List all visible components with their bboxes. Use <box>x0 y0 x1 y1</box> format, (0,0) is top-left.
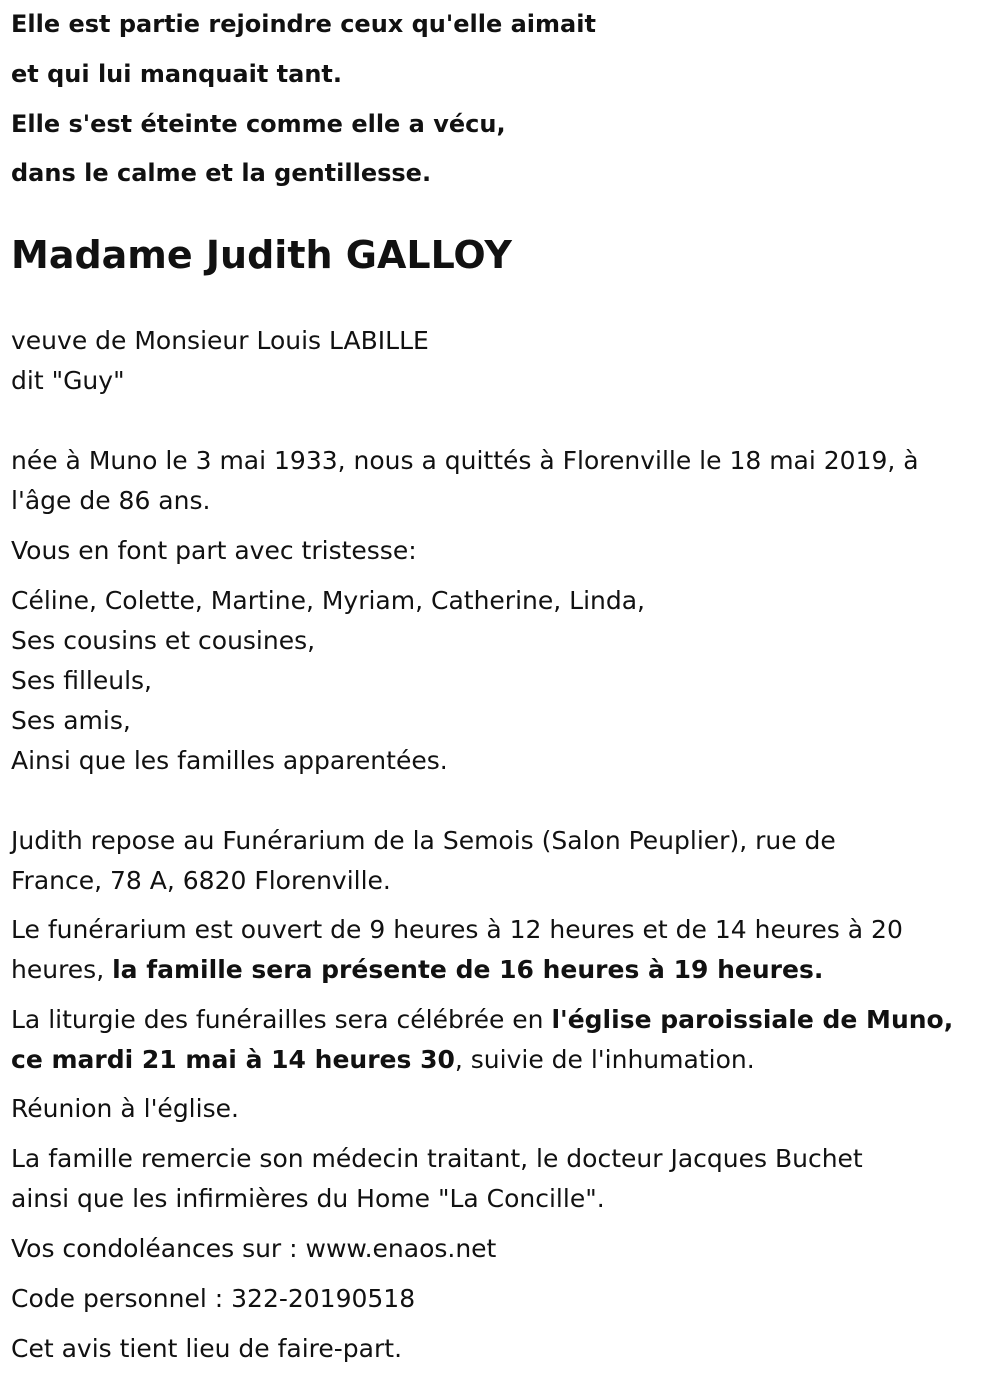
family-presence-hours: la famille sera présente de 16 heures à 19 heures. <box>112 955 824 984</box>
birth-death-line-1: née à Muno le 3 mai 1933, nous a quittés à Florenville le 18 mai 2019, à <box>11 446 919 475</box>
family-line-2: Ses cousins et cousines, <box>11 626 316 655</box>
repose-line-1: Judith repose au Funérarium de la Semois (Salon Peuplier), rue de <box>11 826 836 855</box>
liturgy-line-1 <box>11 1005 953 1035</box>
spouse-line-2: dit "Guy" <box>11 366 125 395</box>
announce-intro: Vous en font part avec tristesse: <box>11 536 417 565</box>
family-line-3: Ses filleuls, <box>11 666 153 695</box>
poem-line-1: Elle est partie rejoindre ceux qu'elle aimait <box>11 10 596 38</box>
liturgy-datetime: ce mardi 21 mai à 14 heures 30 <box>11 1045 455 1074</box>
hours-line-1: Le funérarium est ouvert de 9 heures à 12 heures et de 14 heures à 20 <box>11 915 903 944</box>
liturgy-line-1-prefix: La liturgie des funérailles sera célébrée en <box>11 1005 552 1034</box>
liturgy-line-2-suffix: , suivie de l'inhumation. <box>454 1045 755 1074</box>
closing-text: Cet avis tient lieu de faire-part. <box>11 1334 403 1363</box>
birth-death-line-2: l'âge de 86 ans. <box>11 486 211 515</box>
reunion-text: Réunion à l'église. <box>11 1094 239 1123</box>
condolences-text: Vos condoléances sur : www.enaos.net <box>11 1234 497 1263</box>
thanks-line-1: La famille remercie son médecin traitant, le docteur Jacques Buchet <box>11 1144 863 1173</box>
hours-line-2-prefix: heures, <box>11 955 113 984</box>
hours-line-2 <box>11 955 823 985</box>
poem-line-3: Elle s'est éteinte comme elle a vécu, <box>11 110 506 138</box>
deceased-name: Madame Judith GALLOY <box>11 233 512 277</box>
poem-line-2: et qui lui manquait tant. <box>11 60 342 88</box>
personal-code: Code personnel : 322-20190518 <box>11 1284 416 1313</box>
liturgy-location: l'église paroissiale de Muno, <box>551 1005 954 1034</box>
repose-line-2: France, 78 A, 6820 Florenville. <box>11 866 391 895</box>
thanks-line-2: ainsi que les infirmières du Home "La Concille". <box>11 1184 605 1213</box>
family-line-5: Ainsi que les familles apparentées. <box>11 746 448 775</box>
poem-line-4: dans le calme et la gentillesse. <box>11 159 432 187</box>
family-line-4: Ses amis, <box>11 706 131 735</box>
family-line-1: Céline, Colette, Martine, Myriam, Catherine, Linda, <box>11 586 645 615</box>
spouse-line-1: veuve de Monsieur Louis LABILLE <box>11 326 429 355</box>
liturgy-line-2 <box>11 1045 755 1075</box>
